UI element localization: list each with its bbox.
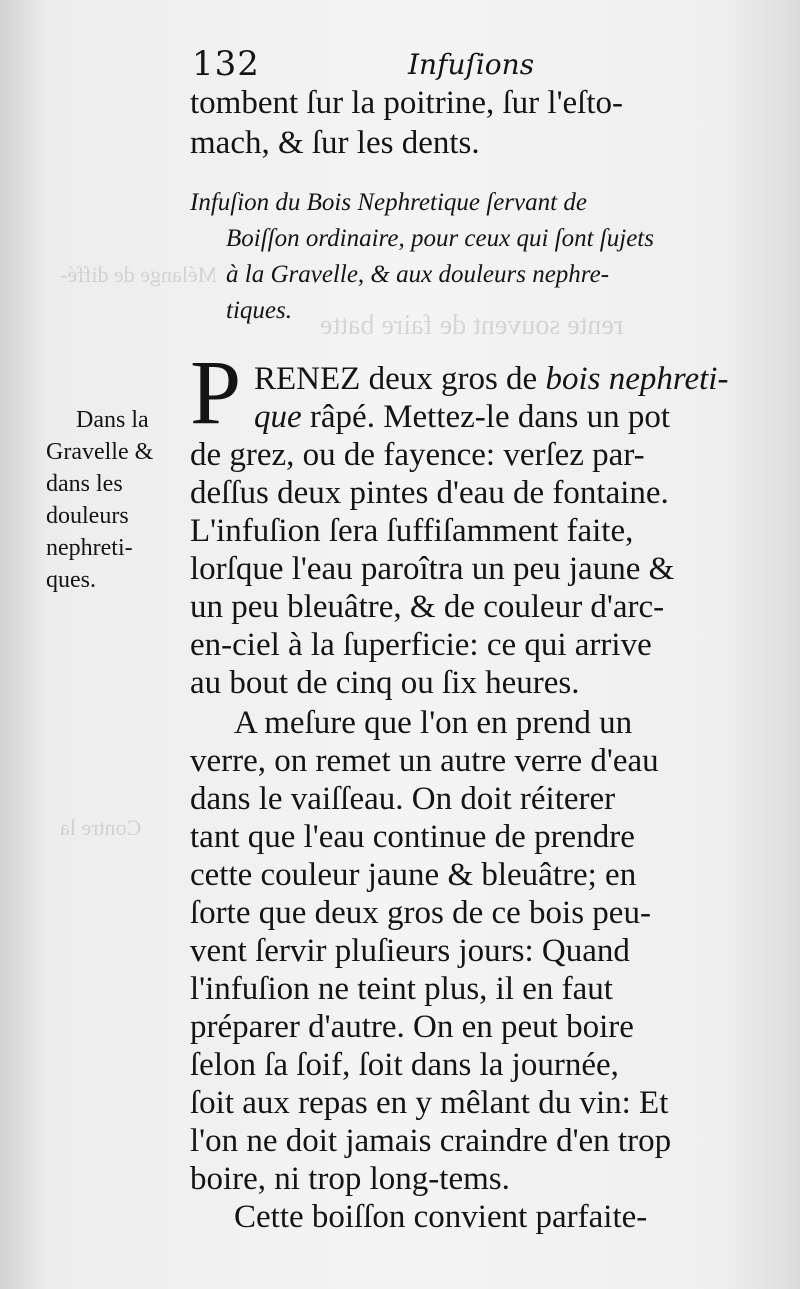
section-heading-line: Infuſion du Bois Nephretique ſervant de [190,189,587,216]
text-line: l'infuſion ne teint plus, il en faut [190,971,613,1007]
text-line: de grez, ou de fayence: verſez par- [190,437,645,473]
bleed-through-text: Contre la [60,815,142,840]
page-number: 132 [192,44,260,84]
text-line: cette couleur jaune & bleuâtre; en [190,857,637,893]
text-line: tant que l'eau continue de prendre [190,819,635,855]
text-line: A meſure que l'on en prend un [234,705,633,741]
text-line: dans le vaiſſeau. On doit réiterer [190,781,616,817]
section-heading-line: à la Gravelle, & aux douleurs nephre- [226,261,610,288]
text-line: Cette boiſſon convient parfaite- [234,1199,648,1235]
margin-note-line: dans les [46,471,123,497]
text-line: boire, ni trop long-tems. [190,1161,510,1197]
text-run: RENEZ deux gros de [254,361,546,397]
text-line: préparer d'autre. On en peut boire [190,1009,634,1045]
text-line: mach, & ſur les dents. [190,125,480,161]
page-header [186,38,756,82]
drop-cap: P [190,341,242,443]
margin-note-line: ques. [46,567,96,593]
text-line [254,398,670,436]
text-line: un peu bleuâtre, & de couleur d'arc- [190,589,665,625]
margin-note-line: douleurs [46,503,129,529]
section-heading-line: tiques. [226,297,292,324]
margin-note-line: Gravelle & [46,439,154,465]
text-line: verre, on remet un autre verre d'eau [190,743,659,779]
text-line: au bout de cinq ou ſix heures. [190,665,580,701]
bleed-through-text: rente souvent de faire batte [320,310,624,341]
section-heading-line: Boiſſon ordinaire, pour ceux qui ſont ſujets [226,225,654,252]
text-line: L'infuſion ſera ſuffiſamment faite, [190,513,634,549]
text-line: lorſque l'eau paroîtra un peu jaune & [190,551,675,587]
text-line [254,360,728,398]
text-line: deſſus deux pintes d'eau de fontaine. [190,475,669,511]
text-line: en-ciel à la ſuperficie: ce qui arrive [190,627,652,663]
margin-note-line: Dans la [76,407,149,433]
text-line: ſoit aux repas en y mêlant du vin: Et [190,1085,669,1121]
text-line: vent ſervir pluſieurs jours: Quand [190,933,630,969]
text-run-italic: que [254,399,302,435]
running-head: Infuſions [408,48,535,81]
text-run: râpé. Mettez-le dans un pot [301,399,671,435]
margin-note-line: nephreti- [46,535,133,561]
text-line: tombent ſur la poitrine, ſur l'eſto- [190,85,624,121]
text-line: l'on ne doit jamais craindre d'en trop [190,1123,672,1159]
text-run-italic: bois nephreti- [545,361,729,397]
text-line: ſorte que deux gros de ce bois peu- [190,895,651,931]
bleed-through-text: Mélange de diffé- [60,262,218,287]
text-line: ſelon ſa ſoif, ſoit dans la journée, [190,1047,619,1083]
